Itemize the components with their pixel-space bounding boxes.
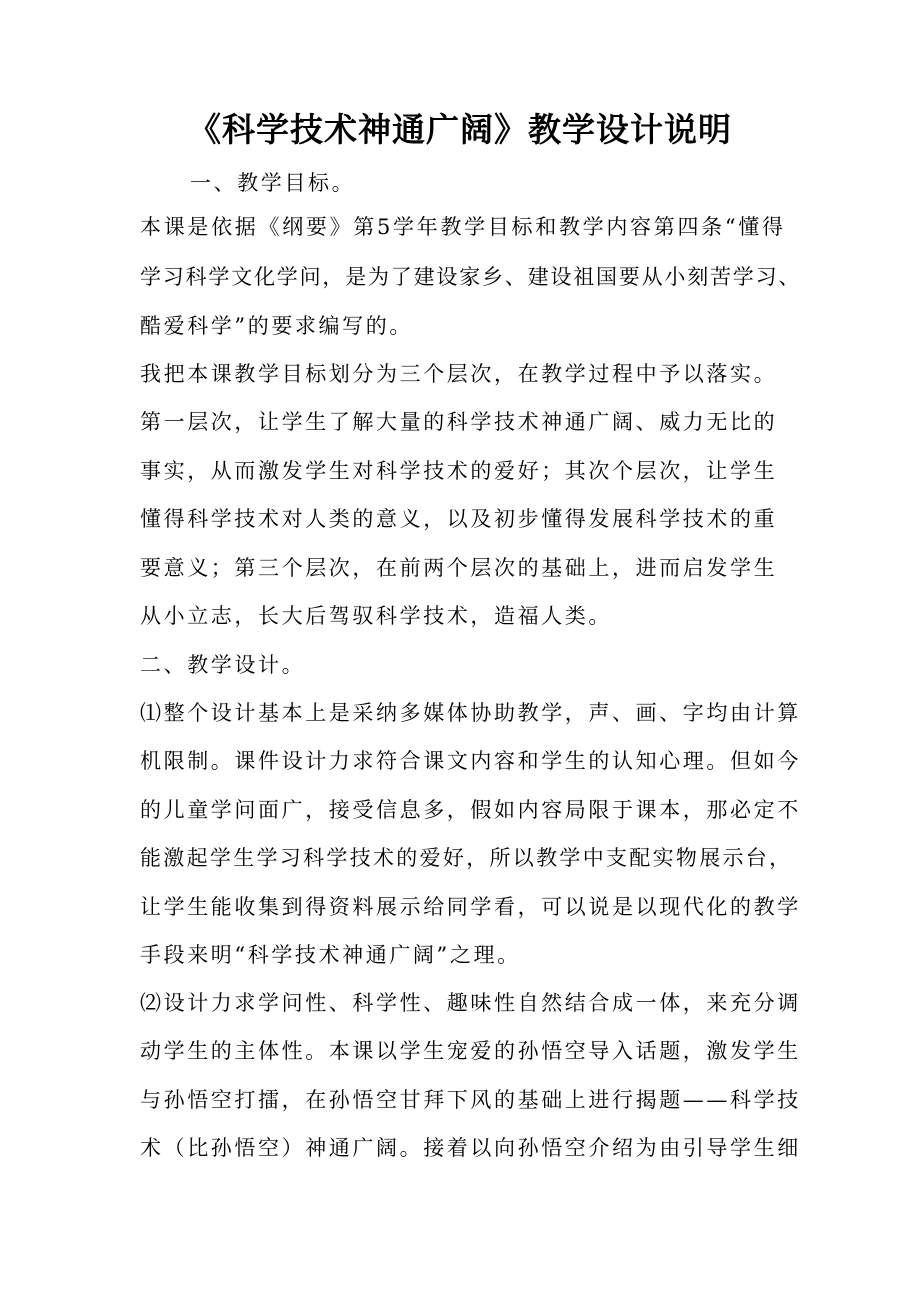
paragraph-line: 懂得科学技术对人类的意义，以及初步懂得发展科学技术的重: [140, 507, 778, 531]
paragraph-line: 本课是依据《纲要》第5学年教学目标和教学内容第四条“懂得: [140, 215, 786, 239]
paragraph-line: ⑵设计力求学问性、科学性、趣味性自然结合成一体，来充分调: [140, 991, 801, 1015]
paragraph-line: ⑴整个设计基本上是采纳多媒体协助教学，声、画、字均由计算: [140, 701, 801, 725]
paragraph-line: 机限制。课件设计力求符合课文内容和学生的认知心理。但如今: [140, 749, 801, 773]
document-title: 《科学技术神通广阔》教学设计说明: [188, 110, 732, 149]
paragraph-line: 能激起学生学习科学技术的爱好，所以教学中支配实物展示台，: [140, 846, 793, 870]
paragraph-line: 让学生能收集到得资料展示给同学看，可以说是以现代化的教学: [140, 895, 801, 919]
paragraph-line: 动学生的主体性。本课以学生宠爱的孙悟空导入话题，激发学生: [140, 1039, 801, 1063]
paragraph-line: 的儿童学问面广，接受信息多，假如内容局限于课本，那必定不: [140, 798, 801, 822]
paragraph-line: 术（比孙悟空）神通广阔。接着以向孙悟空介绍为由引导学生细: [140, 1136, 801, 1160]
paragraph-line: 与孙悟空打擂，在孙悟空甘拜下风的基础上进行揭题——科学技: [140, 1088, 801, 1112]
paragraph-line: 事实，从而激发学生对科学技术的爱好；其次个层次，让学生: [140, 459, 778, 483]
paragraph-line: 第一层次，让学生了解大量的科学技术神通广阔、威力无比的: [140, 410, 778, 434]
paragraph-line: 从小立志，长大后驾驭科学技术，造福人类。: [140, 604, 612, 628]
paragraph-line: 要意义；第三个层次，在前两个层次的基础上，进而启发学生: [140, 556, 778, 580]
paragraph-line: 酷爱科学”的要求编写的。: [140, 314, 413, 338]
heading-teaching-goals: 一、教学目标。: [190, 171, 356, 195]
paragraph-line: 我把本课教学目标划分为三个层次，在教学过程中予以落实。: [140, 362, 778, 386]
paragraph-line: 学习科学文化学问，是为了建设家乡、建设祖国要从小刻苦学习、: [140, 265, 802, 289]
heading-teaching-design: 二、教学设计。: [140, 653, 306, 677]
paragraph-line: 手段来明“科学技术神通广阔”之理。: [140, 943, 521, 967]
